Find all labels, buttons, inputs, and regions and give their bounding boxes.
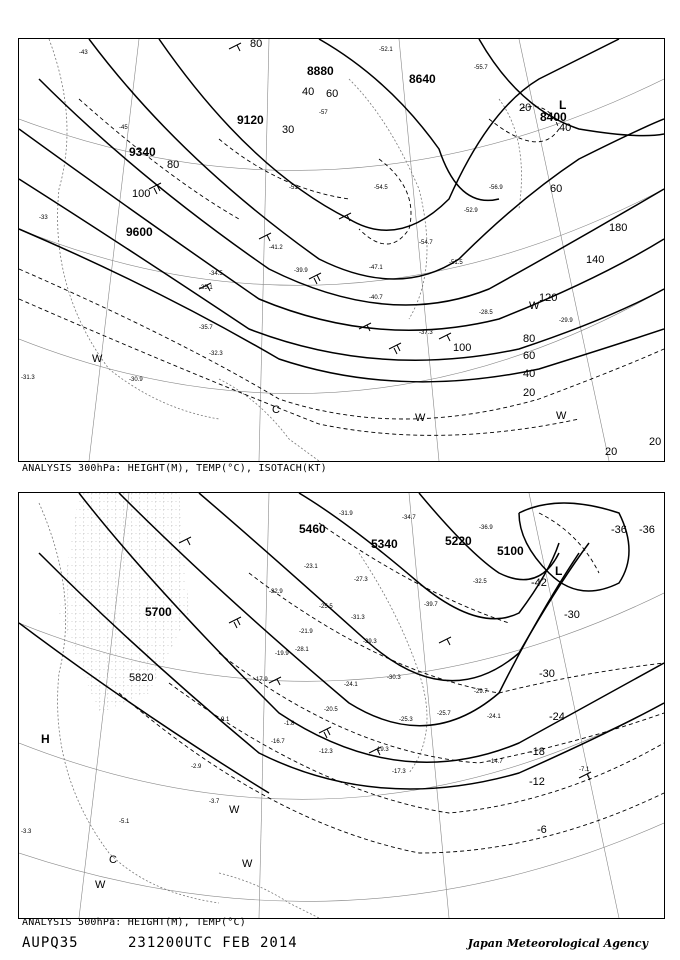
obs-label: -17.3 bbox=[392, 769, 406, 775]
isotach-label: 20 bbox=[523, 387, 536, 399]
obs-label: -31.9 bbox=[339, 511, 353, 517]
obs-label: -19.9 bbox=[275, 651, 289, 657]
warm-marker: W bbox=[556, 410, 567, 422]
obs-label: -17.9 bbox=[254, 677, 268, 683]
map-500hpa-chart bbox=[19, 493, 664, 918]
isotherm-label: -36 bbox=[639, 524, 655, 536]
temp-label: -32.3 bbox=[209, 351, 223, 357]
isotach-label: 60 bbox=[550, 183, 563, 195]
height-label: 5220 bbox=[445, 534, 472, 548]
obs-label: -27.3 bbox=[354, 577, 368, 583]
height-label: 8400 bbox=[540, 110, 567, 124]
temp-label: -41.2 bbox=[269, 245, 283, 251]
temp-label: -43 bbox=[79, 50, 88, 56]
warm-marker: W bbox=[529, 300, 540, 312]
temp-label: -31.3 bbox=[21, 375, 35, 381]
height-contours bbox=[19, 39, 664, 382]
height-label: 8880 bbox=[307, 64, 334, 78]
obs-label: -24.1 bbox=[344, 682, 358, 688]
isotach-label: 100 bbox=[453, 342, 472, 354]
isotherm-label: -42 bbox=[531, 577, 547, 589]
obs-label: -23.1 bbox=[304, 564, 318, 570]
isotherm-label: -36 bbox=[611, 524, 627, 536]
graticule bbox=[19, 39, 664, 461]
isotach-label: 40 bbox=[559, 122, 572, 134]
temp-label: -56.9 bbox=[489, 185, 503, 191]
low-pressure-marker: L bbox=[555, 564, 563, 578]
isotach-label: 20 bbox=[649, 436, 662, 448]
isotach-label: 60 bbox=[326, 88, 339, 100]
isotherm-label: -18 bbox=[529, 746, 545, 758]
high-pressure-marker: H bbox=[41, 732, 50, 746]
temp-label: -39.9 bbox=[294, 268, 308, 274]
obs-label: -25.5 bbox=[319, 604, 333, 610]
wind-barbs bbox=[149, 43, 451, 354]
isotach-label: 140 bbox=[586, 254, 605, 266]
temp-label: -54.7 bbox=[419, 240, 433, 246]
temp-label: -52.9 bbox=[464, 208, 478, 214]
obs-label: -25.3 bbox=[399, 717, 413, 723]
isotherm-label: -30 bbox=[564, 609, 580, 621]
caption-500hpa: ANALYSIS 500hPa: HEIGHT(M), TEMP(°C) bbox=[22, 917, 246, 928]
obs-label: -21.9 bbox=[299, 629, 313, 635]
isotherms bbox=[119, 513, 664, 853]
temp-label: -29.9 bbox=[559, 318, 573, 324]
obs-label: -34.7 bbox=[402, 515, 416, 521]
obs-label: -2.9 bbox=[191, 764, 202, 770]
isotach-label: 40 bbox=[302, 86, 315, 98]
map-500hpa bbox=[18, 492, 665, 919]
caption-300hpa: ANALYSIS 300hPa: HEIGHT(M), TEMP(°C), ISOTACH(KT) bbox=[22, 463, 327, 474]
temp-label: -35.7 bbox=[199, 325, 213, 331]
height-label: 5700 bbox=[145, 605, 172, 619]
obs-label: -24.1 bbox=[487, 714, 501, 720]
height-label: 9600 bbox=[126, 225, 153, 239]
low-pressure-marker: L bbox=[559, 98, 567, 112]
obs-label: -31.3 bbox=[351, 615, 365, 621]
isotherm-label: -30 bbox=[539, 668, 555, 680]
height-label: 9340 bbox=[129, 145, 156, 159]
warm-marker: W bbox=[92, 353, 103, 365]
temp-label: -51 bbox=[289, 185, 298, 191]
isotach-label: 60 bbox=[523, 350, 536, 362]
warm-marker: W bbox=[95, 879, 106, 891]
warm-marker: W bbox=[415, 412, 426, 424]
obs-label: -30.3 bbox=[387, 675, 401, 681]
isotach-label: 80 bbox=[167, 159, 180, 171]
obs-label: -29.3 bbox=[363, 639, 377, 645]
cold-marker: C bbox=[272, 404, 280, 416]
height-label: 5460 bbox=[299, 522, 326, 536]
obs-label: -28.1 bbox=[295, 647, 309, 653]
obs-label: -19.3 bbox=[375, 747, 389, 753]
obs-label: -9.1 bbox=[219, 717, 230, 723]
temp-label: -33 bbox=[39, 215, 48, 221]
obs-label: -3.7 bbox=[209, 799, 220, 805]
isotach-label: 20 bbox=[519, 102, 532, 114]
obs-label: -12.3 bbox=[319, 749, 333, 755]
temp-label: -47.1 bbox=[369, 265, 383, 271]
obs-label: -1.8 bbox=[284, 721, 295, 727]
temp-label: -55.7 bbox=[474, 65, 488, 71]
analysis-datetime: 231200UTC FEB 2014 bbox=[128, 935, 298, 951]
obs-label: -5.1 bbox=[119, 819, 130, 825]
cold-marker: C bbox=[109, 854, 117, 866]
isotach-label: 20 bbox=[605, 446, 618, 458]
temp-label: -51.5 bbox=[449, 260, 463, 266]
isotach-label: 80 bbox=[250, 39, 263, 50]
agency-name: Japan Meteorological Agency bbox=[467, 937, 648, 950]
obs-label: -29.7 bbox=[474, 689, 488, 695]
obs-label: -32.5 bbox=[473, 579, 487, 585]
obs-label: -7.1 bbox=[579, 767, 590, 773]
temp-label: -57 bbox=[319, 110, 328, 116]
isotherm-label: -24 bbox=[549, 711, 565, 723]
isotach-label: 120 bbox=[539, 292, 558, 304]
hatched-region bbox=[59, 493, 189, 713]
isotherm-label: -12 bbox=[529, 776, 545, 788]
obs-label: -22.9 bbox=[269, 589, 283, 595]
isotherms bbox=[19, 99, 664, 435]
temp-label: -34.5 bbox=[209, 271, 223, 277]
isotach-label: 30 bbox=[282, 124, 295, 136]
obs-label: -36.9 bbox=[479, 525, 493, 531]
product-code: AUPQ35 bbox=[22, 935, 79, 951]
isotach-label: 100 bbox=[132, 188, 151, 200]
obs-label: -16.7 bbox=[271, 739, 285, 745]
temp-label: -35.1 bbox=[199, 285, 213, 291]
height-label: 5340 bbox=[371, 537, 398, 551]
temp-label: -54.5 bbox=[374, 185, 388, 191]
temp-label: -40.7 bbox=[369, 295, 383, 301]
map-300hpa-chart bbox=[19, 39, 664, 461]
temp-label: -28.5 bbox=[479, 310, 493, 316]
isotach-label: 80 bbox=[523, 333, 536, 345]
height-label: 9120 bbox=[237, 113, 264, 127]
temp-label: -45 bbox=[119, 125, 128, 131]
obs-label: -20.5 bbox=[324, 707, 338, 713]
isotach-label: 40 bbox=[523, 368, 536, 380]
temp-label: -52.1 bbox=[379, 47, 393, 53]
height-label: 5100 bbox=[497, 544, 524, 558]
isotherm-label: -6 bbox=[537, 824, 547, 836]
warm-marker: W bbox=[229, 804, 240, 816]
obs-label: -3.3 bbox=[21, 829, 32, 835]
map-300hpa bbox=[18, 38, 665, 462]
temp-label: -37.3 bbox=[419, 330, 433, 336]
height-label: 5820 bbox=[129, 672, 154, 684]
isotach-label: 180 bbox=[609, 222, 628, 234]
height-label: 8640 bbox=[409, 72, 436, 86]
temp-label: -30.9 bbox=[129, 377, 143, 383]
obs-label: -39.7 bbox=[424, 602, 438, 608]
obs-label: -14.7 bbox=[489, 759, 503, 765]
warm-marker: W bbox=[242, 858, 253, 870]
coastline bbox=[49, 39, 522, 461]
obs-label: -25.7 bbox=[437, 711, 451, 717]
